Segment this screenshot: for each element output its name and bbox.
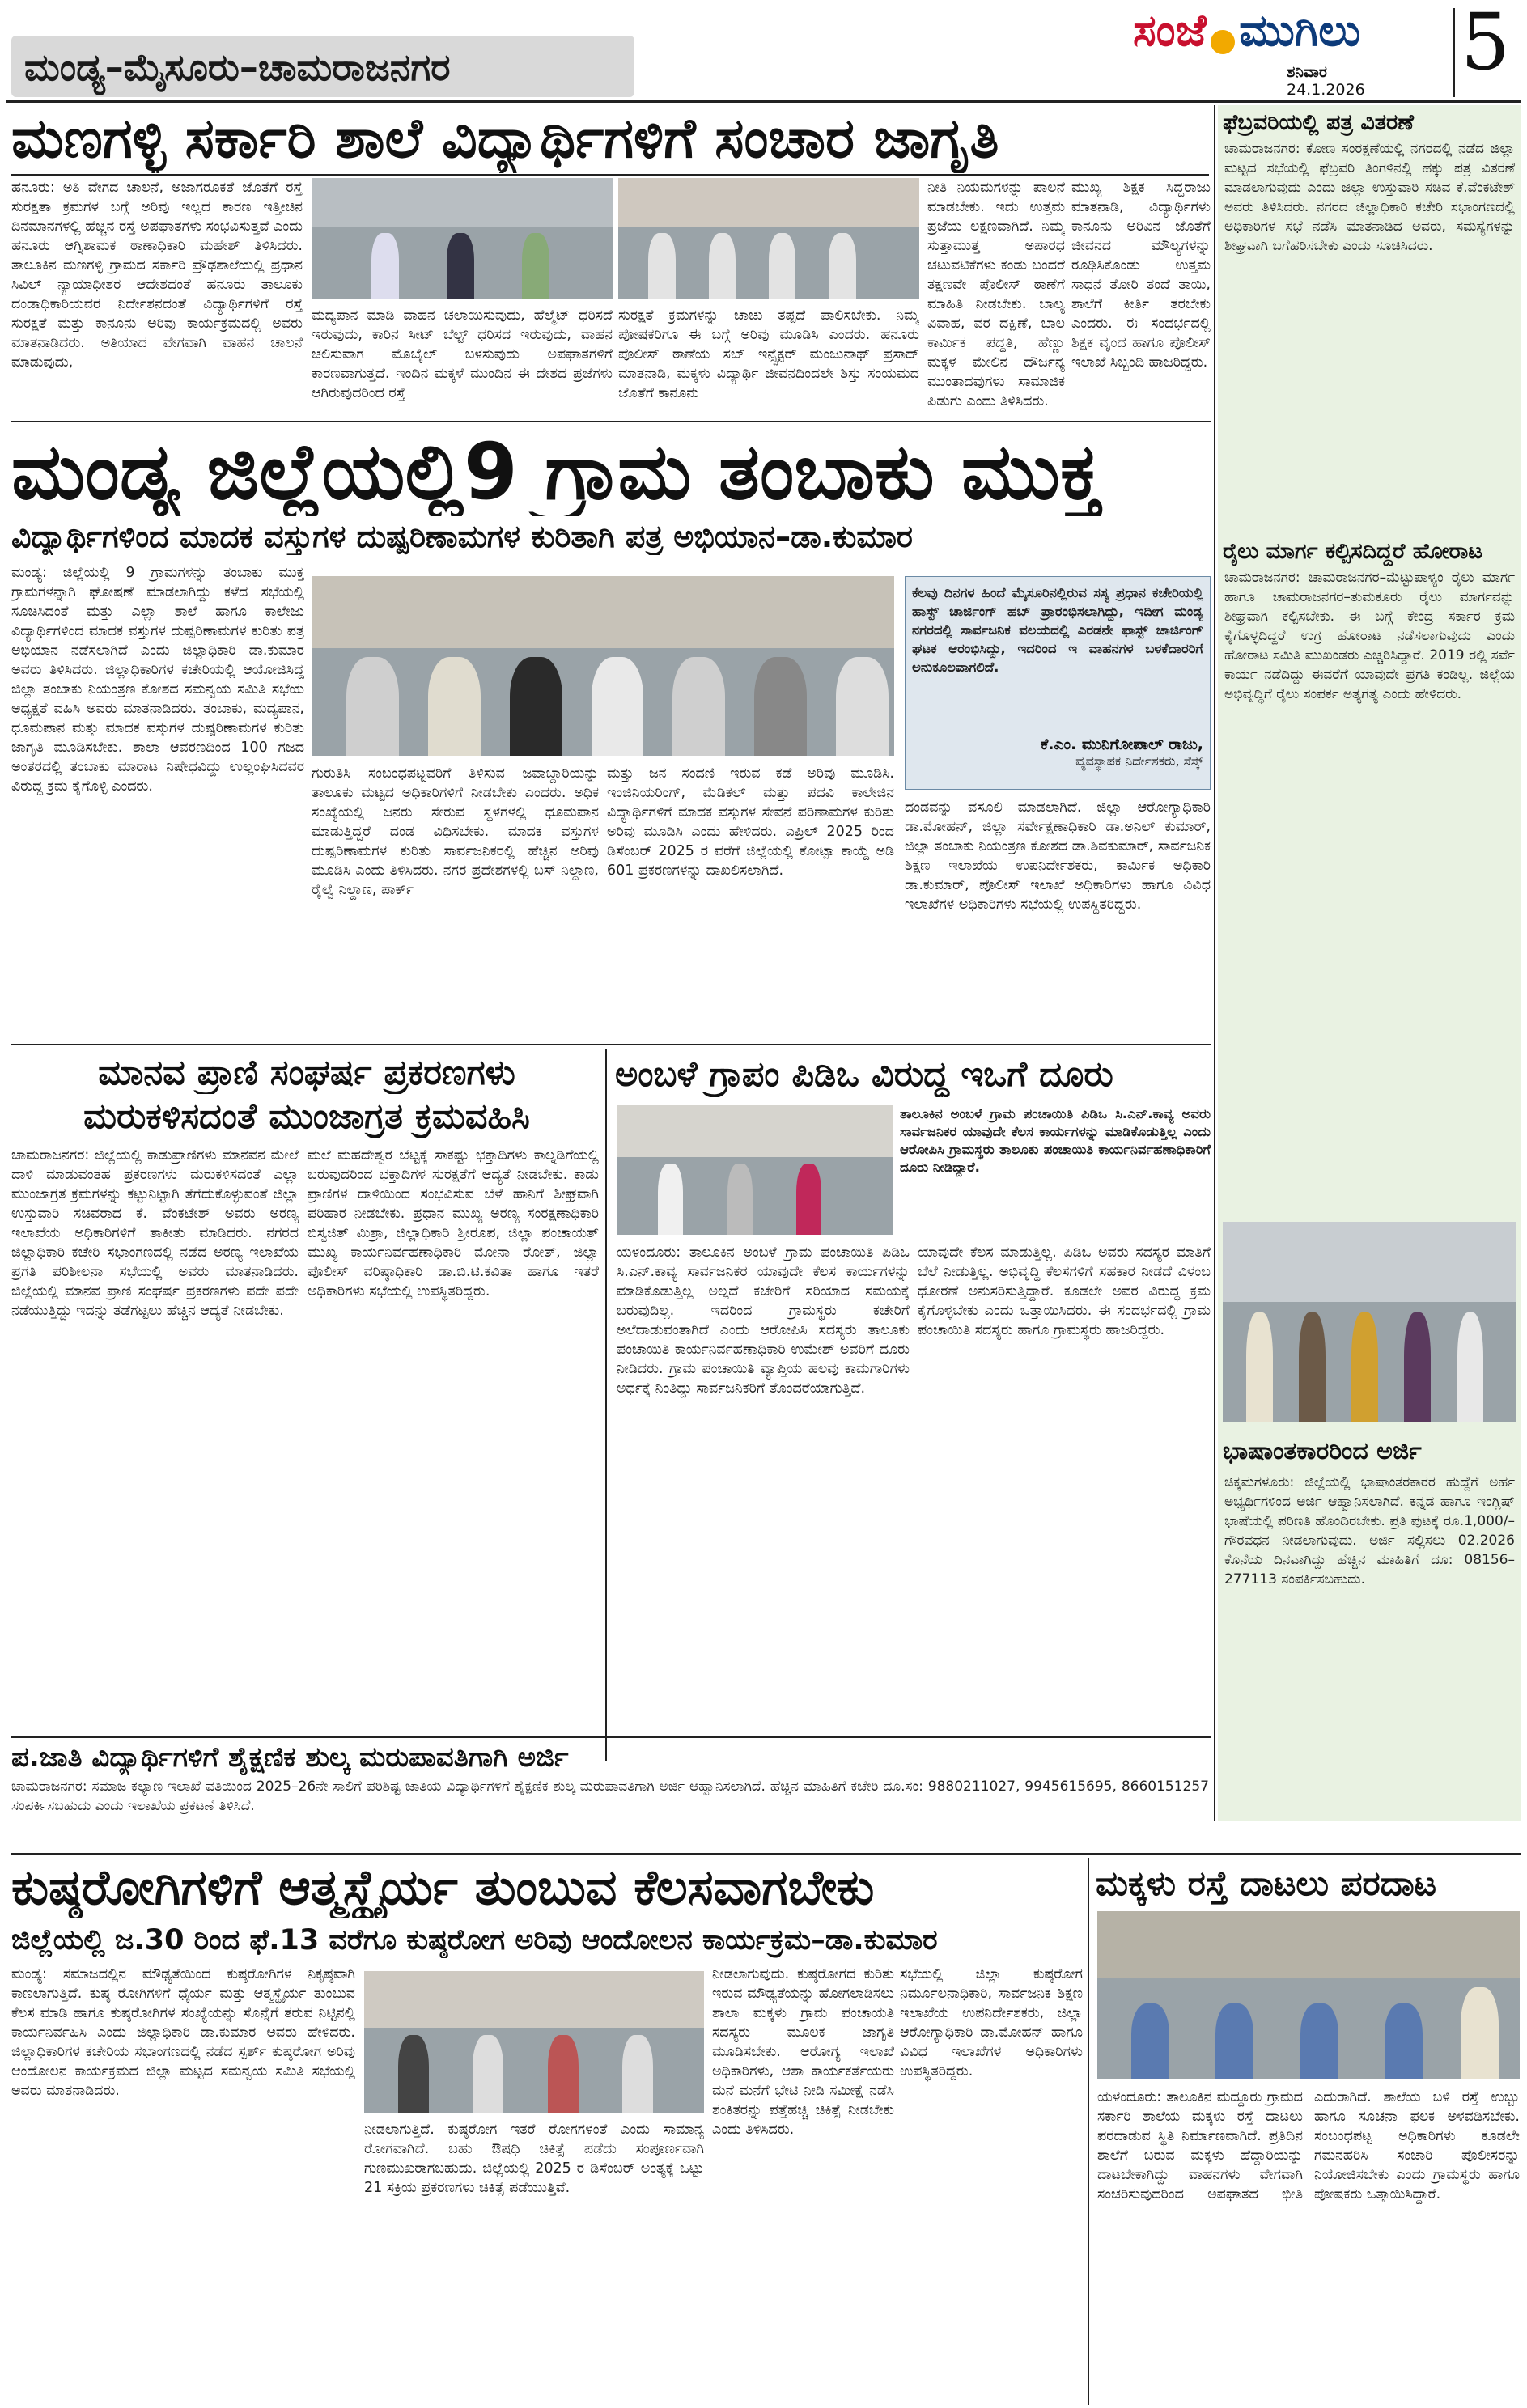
- article7-photo-children: [1097, 1911, 1520, 2079]
- article5-body: ಚಾಮರಾಜನಗರ: ಸಮಾಜ ಕಲ್ಯಾಣ ಇಲಾಖೆ ವತಿಯಿಂದ 2025–26ನೇ ಸಾಲಿಗೆ ಪರಿಶಿಷ್ಟ ಜಾತಿಯ ವಿದ್ಯಾರ್ಥಿಗಳಿಗೆ ಶೈಕ್ಷಣಿಕ ಶುಲ್ಕ ಮರುಪಾವತಿಗಾಗಿ ಅರ್ಜಿ ಆಹ್ವಾನಿಸಲಾಗಿದೆ. ಹೆಚ್ಚಿನ ಮಾಹಿತಿಗೆ ಕಚೇರಿ ದೂ.ಸಂ: 9880211027, 9945615695, 8660151257 ಸಂಪರ್ಕಿಸಬಹುದು ಎಂದು ಇಲಾಖೆಯ ಪ್ರಕಟಣೆ ತಿಳಿಸಿದೆ.: [11, 1778, 1209, 1814]
- sidebar-photo: [1223, 1222, 1516, 1422]
- section-banner: [11, 36, 634, 97]
- article7-headline: ಮಕ್ಕಳು ರಸ್ತೆ ದಾಟಲು ಪರದಾಟ: [1096, 1863, 1437, 1903]
- article1-col3: ಸುರಕ್ಷತೆ ಕ್ರಮಗಳನ್ನು ಚಾಚು ತಪ್ಪದೆ ಪಾಲಿಸಬೇಕು. ನಿಮ್ಮ ಪೋಷಕರಿಗೂ ಈ ಬಗ್ಗೆ ಅರಿವು ಮೂಡಿಸಿ ಎಂದರು. ಹನೂರು ಪೊಲೀಸ್ ಠಾಣೆಯ ಸಬ್ ಇನ್ಸ್ಪೆಕ್ಟರ್ ಮಂಜುನಾಥ್ ಪ್ರಸಾದ್ ಮಾತನಾಡಿ, ಮಕ್ಕಳು ವಿದ್ಯಾರ್ಥಿ ಜೀವನದಿಂದಲೇ ಶಿಸ್ತು ಸಂಯಮದ ಜೊತೆಗೆ ಕಾನೂನು: [618, 307, 919, 401]
- article6-photo-meeting: [364, 1971, 704, 2113]
- article2-subhead: ವಿದ್ಯಾರ್ಥಿಗಳಿಂದ ಮಾದಕ ವಸ್ತುಗಳ ದುಷ್ಪರಿಣಾಮಗಳ ಕುರಿತಾಗಿ ಪತ್ರ ಅಭಿಯಾನ–ಡಾ.ಕುಮಾರ: [11, 519, 914, 554]
- sidebar-head-3: ಭಾಷಾಂತಕಾರರಿಂದ ಅರ್ಜಿ: [1223, 1437, 1422, 1465]
- article2-col4: ದಂಡವನ್ನು ವಸೂಲಿ ಮಾಡಲಾಗಿದೆ. ಜಿಲ್ಲಾ ಆರೋಗ್ಯಾಧಿಕಾರಿ ಡಾ.ಮೋಹನ್, ಜಿಲ್ಲಾ ಸರ್ವೇಕ್ಷಣಾಧಿಕಾರಿ ಡಾ.ಅನಿಲ್ ಕುಮಾರ್, ಜಿಲ್ಲಾ ತಂಬಾಕು ನಿಯಂತ್ರಣ ಕೋಶದ ಡಾ.ಶಿವಕುಮಾರ್, ಸಾರ್ವಜನಿಕ ಶಿಕ್ಷಣ ಇಲಾಖೆಯ ಉಪನಿರ್ದೇಶಕರು, ಕಾರ್ಮಿಕ ಅಧಿಕಾರಿ ಡಾ.ಕುಮಾರ್, ಪೊಲೀಸ್ ಇಲಾಖೆ ಅಧಿಕಾರಿಗಳು ಹಾಗೂ ವಿವಿಧ ಇಲಾಖೆಗಳ ಅಧಿಕಾರಿಗಳು ಸಭೆಯಲ್ಲಿ ಉಪಸ್ಥಿತರಿದ್ದರು.: [905, 799, 1211, 913]
- article3-headline-1: ಮಾನವ ಪ್ರಾಣಿ ಸಂಘರ್ಷ ಪ್ರಕರಣಗಳು: [98, 1053, 515, 1093]
- article2-col3: ಮತ್ತು ಜನ ಸಂದಣಿ ಇರುವ ಕಡೆ ಅರಿವು ಮೂಡಿಸಿ. ಇಂಜಿನಿಯರಿಂಗ್, ಮೆಡಿಕಲ್ ಮತ್ತು ಪದವಿ ಕಾಲೇಜಿನ ವಿದ್ಯಾರ್ಥಿಗಳಿಗೆ ಮಾದಕ ವಸ್ತುಗಳ ಸೇವನೆ ಪರಿಣಾಮಗಳ ಕುರಿತು ಅರಿವು ಮೂಡಿಸಿ ಎಂದು ಹೇಳಿದರು. ಎಪ್ರಿಲ್ 2025 ರಿಂದ ಡಿಸೆಂಬರ್ 2025 ರ ವರೆಗೆ ಜಿಲ್ಲೆಯಲ್ಲಿ ಕೋಟ್ಪಾ ಕಾಯ್ದೆ ಅಡಿ 601 ಪ್ರಕರಣಗಳನ್ನು ದಾಖಲಿಸಲಾಗಿದೆ.: [607, 765, 894, 879]
- article7-body: ಯಳಂದೂರು: ತಾಲೂಕಿನ ಮದ್ದೂರು ಗ್ರಾಮದ ಸರ್ಕಾರಿ ಶಾಲೆಯ ಮಕ್ಕಳು ರಸ್ತೆ ದಾಟಲು ಪರದಾಡುವ ಸ್ಥಿತಿ ನಿರ್ಮಾಣವಾಗಿದೆ. ಪ್ರತಿದಿನ ಶಾಲೆಗೆ ಬರುವ ಮಕ್ಕಳು ಹೆದ್ದಾರಿಯನ್ನು ದಾಟಬೇಕಾಗಿದ್ದು ವಾಹನಗಳು ವೇಗವಾಗಿ ಸಂಚರಿಸುವುದರಿಂದ ಅಪಘಾತದ ಭೀತಿ ಎದುರಾಗಿದೆ. ಶಾಲೆಯ ಬಳಿ ರಸ್ತೆ ಉಬ್ಬು ಹಾಗೂ ಸೂಚನಾ ಫಲಕ ಅಳವಡಿಸಬೇಕು. ಸಂಬಂಧಪಟ್ಟ ಅಧಿಕಾರಿಗಳು ಕೂಡಲೇ ಗಮನಹರಿಸಿ ಸಂಚಾರಿ ಪೊಲೀಸರನ್ನು ನಿಯೋಜಿಸಬೇಕು ಎಂದು ಗ್ರಾಮಸ್ಥರು ಹಾಗೂ ಪೋಷಕರು ಒತ್ತಾಯಿಸಿದ್ದಾರೆ.: [1097, 2089, 1520, 2202]
- brand-logo: [1133, 5, 1440, 70]
- brand-part-b: ಮುಗಿಲು: [1239, 5, 1361, 56]
- sidebar-body-2: ಚಾಮರಾಜನಗರ: ಚಾಮರಾಜನಗರ–ಮೆಟ್ಟುಪಾಳ್ಯಂ ರೈಲು ಮಾರ್ಗ ಹಾಗೂ ಚಾಮರಾಜನಗರ–ತುಮಕೂರು ರೈಲು ಮಾರ್ಗವನ್ನು ಶೀಘ್ರವಾಗಿ ಕಲ್ಪಿಸಬೇಕು. ಈ ಬಗ್ಗೆ ಕೇಂದ್ರ ಸರ್ಕಾರ ಕ್ರಮ ಕೈಗೊಳ್ಳದಿದ್ದರೆ ಉಗ್ರ ಹೋರಾಟ ನಡೆಸಲಾಗುವುದು ಎಂದು ಹೋರಾಟ ಸಮಿತಿ ಮುಖಂಡರು ಎಚ್ಚರಿಸಿದ್ದಾರೆ. 2019 ರಲ್ಲಿ ಸರ್ವೆ ಕಾರ್ಯ ನಡೆದಿದ್ದು ಈವರೆಗೆ ಯಾವುದೇ ಪ್ರಗತಿ ಕಂಡಿಲ್ಲ. ಜಿಲ್ಲೆಯ ಅಭಿವೃದ್ಧಿಗೆ ರೈಲು ಸಂಪರ್ಕ ಅತ್ಯಗತ್ಯ ಎಂದು ಹೇಳಿದರು.: [1224, 570, 1515, 702]
- article1-headline: ಮಣಗಳ್ಳಿ ಸರ್ಕಾರಿ ಶಾಲೆ ವಿದ್ಯಾರ್ಥಿಗಳಿಗೆ ಸಂಚಾರ ಜಾಗೃತಿ: [11, 107, 999, 171]
- article1-col4: ನೀತಿ ನಿಯಮಗಳನ್ನು ಪಾಲನೆ ಮಾಡಬೇಕು. ಇದು ಉತ್ತಮ ಪ್ರಜೆಯ ಲಕ್ಷಣವಾಗಿದೆ. ನಿಮ್ಮ ಸುತ್ತಾಮುತ್ತ ಅಪಾರಧ ಚಟುವಟಿಕೆಗಳು ಕಂಡು ಬಂದರೆ ತಕ್ಷಣವೇ ಪೊಲೀಸ್ ಠಾಣೆಗೆ ಮಾಹಿತಿ ನೀಡಬೇಕು. ಬಾಲ್ಯ ವಿವಾಹ, ವರ ದಕ್ಷಿಣೆ, ಬಾಲ ಕಾರ್ಮಿಕ ಪದ್ಧತಿ, ಹೆಣ್ಣು ಮಕ್ಕಳ ಮೇಲಿನ ದೌರ್ಜನ್ಯ ಮುಂತಾದವುಗಳು ಸಾಮಾಜಿಕ ಪಿಡುಗು ಎಂದು ತಿಳಿಸಿದರು.: [927, 180, 1065, 409]
- article6-subhead: ಜಿಲ್ಲೆಯಲ್ಲಿ ಜ.30 ರಿಂದ ಫೆ.13 ವರೆಗೂ ಕುಷ್ಠರೋಗ ಅರಿವು ಆಂದೋಲನ ಕಾರ್ಯಕ್ರಮ–ಡಾ.ಕುಮಾರ: [11, 1924, 938, 1956]
- page-number: 5: [1461, 0, 1511, 87]
- article1-photo-students: [618, 178, 919, 299]
- article1-col1: ಹನೂರು: ಅತಿ ವೇಗದ ಚಾಲನೆ, ಅಜಾಗರೂಕತೆ ಜೊತೆಗೆ ರಸ್ತೆ ಸುರಕ್ಷತಾ ಕ್ರಮಗಳ ಬಗ್ಗೆ ಅರಿವು ಇಲ್ಲದ ಕಾರಣ ಇತ್ತೀಚಿನ ದಿನಮಾನಗಳಲ್ಲಿ ಹೆಚ್ಚಿನ ರಸ್ತೆ ಅಪಘಾತಗಳು ಸಂಭವಿಸುತ್ತವೆ ಎಂದು ಹನೂರು ಆಗ್ನಿಶಾಮಕ ಠಾಣಾಧಿಕಾರಿ ಮಹೇಶ್ ತಿಳಿಸಿದರು. ತಾಲೂಕಿನ ಮಣಗಳ್ಳಿ ಗ್ರಾಮದ ಸರ್ಕಾರಿ ಪ್ರೌಢಶಾಲೆಯಲ್ಲಿ ಪ್ರಧಾನ ಸಿವಿಲ್ ನ್ಯಾಯಾಧೀಶರ ಆದೇಶದಂತೆ ಹನೂರು ತಾಲೂಕು ದಂಡಾಧಿಕಾರಿಯವರ ನಿರ್ದೇಶನದಂತೆ ವಿದ್ಯಾರ್ಥಿಗಳಿಗೆ ರಸ್ತೆ ಸುರಕ್ಷತೆ ಮತ್ತು ಕಾನೂನು ಅರಿವು ಕಾರ್ಯಕ್ರಮದಲ್ಲಿ ಅವರು ಮಾತನಾಡಿದರು. ಅತಿಯಾದ ವೇಗವಾಗಿ ವಾಹನ ಚಾಲನೆ ಮಾಡುವುದು,: [11, 180, 303, 371]
- article4-photo-meeting: [617, 1105, 893, 1235]
- article4-col1: ಯಳಂದೂರು: ತಾಲೂಕಿನ ಅಂಬಳೆ ಗ್ರಾಮ ಪಂಚಾಯಿತಿ ಪಿಡಿಒ ಸಿ.ಎನ್.ಕಾವ್ಯ ಸಾರ್ವಜನಿಕರ ಯಾವುದೇ ಕೆಲಸ ಕಾರ್ಯಗಳನ್ನು ಮಾಡಿಕೊಡುತ್ತಿಲ್ಲ ಅಲ್ಲದೆ ಕಚೇರಿಗೆ ಸರಿಯಾದ ಸಮಯಕ್ಕೆ ಬರುವುದಿಲ್ಲ. ಇದರಿಂದ ಗ್ರಾಮಸ್ಥರು ಕಚೇರಿಗೆ ಅಲೆದಾಡುವಂತಾಗಿದೆ ಎಂದು ಆರೋಪಿಸಿ ಸದಸ್ಯರು ತಾಲೂಕು ಪಂಚಾಯಿತಿ ಕಾರ್ಯನಿರ್ವಹಣಾಧಿಕಾರಿ ಉಮೇಶ್ ಅವರಿಗೆ ದೂರು ನೀಡಿದರು. ಗ್ರಾಮ ಪಂಚಾಯಿತಿ ವ್ಯಾಪ್ತಿಯ ಹಲವು ಕಾಮಗಾರಿಗಳು ಅರ್ಧಕ್ಕೆ ನಿಂತಿದ್ದು ಸಾರ್ವಜನಿಕರಿಗೆ ತೊಂದರೆಯಾಗುತ್ತಿದೆ.: [617, 1244, 910, 1397]
- issue-day: ಶನಿವಾರ: [1287, 63, 1327, 81]
- article1-col2: ಮದ್ಯಪಾನ ಮಾಡಿ ವಾಹನ ಚಲಾಯಿಸುವುದು, ಹೆಲ್ಮೆಟ್ ಧರಿಸದೆ ಇರುವುದು, ಕಾರಿನ ಸೀಟ್ ಬೆಲ್ಟ್ ಧರಿಸದ ಇರುವುದು, ವಾಹನ ಚಲಿಸುವಾಗ ಮೊಬೈಲ್ ಬಳಸುವುದು ಅಪಘಾತಗಳಿಗೆ ಕಾರಣವಾಗುತ್ತದೆ. ಇಂದಿನ ಮಕ್ಕಳೆ ಮುಂದಿನ ಈ ದೇಶದ ಪ್ರಜೆಗಳು ಆಗಿರುವುದರಿಂದ ರಸ್ತೆ: [312, 307, 613, 401]
- article2-quote-box: [905, 576, 1211, 790]
- sidebar: [1218, 105, 1521, 1821]
- article6-headline: ಕುಷ್ಠರೋಗಿಗಳಿಗೆ ಆತ್ಮಸ್ಥೈರ್ಯ ತುಂಬುವ ಕೆಲಸವಾಗಬೇಕು: [11, 1859, 875, 1916]
- article3-col1: ಚಾಮರಾಜನಗರ: ಜಿಲ್ಲೆಯಲ್ಲಿ ಕಾಡುಪ್ರಾಣಿಗಳು ಮಾನವನ ಮೇಲೆ ದಾಳಿ ಮಾಡುವಂತಹ ಪ್ರಕರಣಗಳು ಮರುಕಳಿಸದಂತೆ ಎಲ್ಲಾ ಮುಂಜಾಗ್ರತ ಕ್ರಮಗಳನ್ನು ಕಟ್ಟುನಿಟ್ಟಾಗಿ ತೆಗೆದುಕೊಳ್ಳುವಂತೆ ಜಿಲ್ಲಾ ಉಸ್ತುವಾರಿ ಸಚಿವರಾದ ಕೆ. ವೆಂಕಟೇಶ್ ಅವರು ಅರಣ್ಯ ಇಲಾಖೆಯ ಅಧಿಕಾರಿಗಳಿಗೆ ತಾಕೀತು ಮಾಡಿದರು. ನಗರದ ಜಿಲ್ಲಾಧಿಕಾರಿ ಕಚೇರಿ ಸಭಾಂಗಣದಲ್ಲಿ ನಡೆದ ಅರಣ್ಯ ಇಲಾಖೆಯ ಪ್ರಗತಿ ಪರಿಶೀಲನಾ ಸಭೆಯಲ್ಲಿ ಅವರು ಮಾತನಾಡಿದರು. ಜಿಲ್ಲೆಯಲ್ಲಿ ಮಾನವ ಪ್ರಾಣಿ ಸಂಘರ್ಷ ಪ್ರಕರಣಗಳು ಪದೇ ಪದೇ ನಡೆಯುತ್ತಿದ್ದು ಇದನ್ನು ತಡೆಗಟ್ಟಲು ಹೆಚ್ಚಿನ ಆದ್ಯತೆ ನೀಡಬೇಕು.: [11, 1147, 299, 1319]
- article2-col1: ಮಂಡ್ಯ: ಜಿಲ್ಲೆಯಲ್ಲಿ 9 ಗ್ರಾಮಗಳನ್ನು ತಂಬಾಕು ಮುಕ್ತ ಗ್ರಾಮಗಳನ್ನಾಗಿ ಘೋಷಣೆ ಮಾಡಲಾಗಿದ್ದು ಕಳೆದ ಸಭೆಯಲ್ಲಿ ಸೂಚಿಸಿದಂತೆ ಮತ್ತು ಎಲ್ಲಾ ಶಾಲೆ ಹಾಗೂ ಕಾಲೇಜು ವಿದ್ಯಾರ್ಥಿಗಳಿಂದ ಮಾದಕ ವಸ್ತುಗಳ ದುಷ್ಪರಿಣಾಮಗಳ ಕುರಿತು ಪತ್ರ ಅಭಿಯಾನ ನಡೆಸಲಾಗಿದೆ ಎಂದು ಜಿಲ್ಲಾಧಿಕಾರಿ ಡಾ.ಕುಮಾರ ಅವರು ತಿಳಿಸಿದರು. ಜಿಲ್ಲಾಧಿಕಾರಿಗಳ ಕಚೇರಿಯಲ್ಲಿ ಆಯೋಜಿಸಿದ್ದ ಜಿಲ್ಲಾ ತಂಬಾಕು ನಿಯಂತ್ರಣ ಕೋಶದ ಸಮನ್ವಯ ಸಮಿತಿ ಸಭೆಯ ಅಧ್ಯಕ್ಷತೆ ವಹಿಸಿ ಅವರು ಮಾತನಾಡಿದರು. ತಂಬಾಕು, ಮದ್ಯಪಾನ, ಧೂಮಪಾನ ಮತ್ತು ಮಾದಕ ವಸ್ತುಗಳ ದುಷ್ಪರಿಣಾಮಗಳ ಕುರಿತು ಜಾಗೃತಿ ಮೂಡಿಸಬೇಕು. ಶಾಲಾ ಆವರಣದಿಂದ 100 ಗಜದ ಅಂತರದಲ್ಲಿ ತಂಬಾಕು ಮಾರಾಟ ನಿಷೇಧವಿದ್ದು ಉಲ್ಲಂಘಿಸಿದವರ ವಿರುದ್ಧ ಕ್ರಮ ಕೈಗೊಳ್ಳಿ ಎಂದರು.: [11, 565, 304, 795]
- article2-photo-launch: [312, 576, 894, 756]
- article6-col3: ನೀಡಲಾಗುವುದು. ಕುಷ್ಠರೋಗದ ಕುರಿತು ಇರುವ ಮೌಢ್ಯತೆಯನ್ನು ಹೋಗಲಾಡಿಸಲು ಶಾಲಾ ಮಕ್ಕಳು ಗ್ರಾಮ ಪಂಚಾಯತಿ ಸದಸ್ಯರು ಮೂಲಕ ಜಾಗೃತಿ ಮೂಡಿಸಬೇಕು. ಆರೋಗ್ಯ ಇಲಾಖೆ ಅಧಿಕಾರಿಗಳು, ಆಶಾ ಕಾರ್ಯಕರ್ತೆಯರು ಮನೆ ಮನೆಗೆ ಭೇಟಿ ನೀಡಿ ಸಮೀಕ್ಷೆ ನಡೆಸಿ ಶಂಕಿತರನ್ನು ಪತ್ತೆಹಚ್ಚಿ ಚಿಕಿತ್ಸೆ ನೀಡಬೇಕು ಎಂದು ತಿಳಿಸಿದರು.: [712, 1966, 894, 2138]
- article6-col1: ಮಂಡ್ಯ: ಸಮಾಜದಲ್ಲಿನ ಮೌಢ್ಯತೆಯಿಂದ ಕುಷ್ಠರೋಗಿಗಳ ನಿಕೃಷ್ಠವಾಗಿ ಕಾಣಲಾಗುತ್ತಿದೆ. ಕುಷ್ಠ ರೋಗಿಗಳಿಗೆ ಧೈರ್ಯ ಮತ್ತು ಆತ್ಮಸ್ಥೈರ್ಯ ತುಂಬುವ ಕೆಲಸ ಮಾಡಿ ಹಾಗೂ ಕುಷ್ಠರೋಗಿಗಳ ಸಂಖ್ಯೆಯನ್ನು ಸೊನ್ನೆಗೆ ತರುವ ನಿಟ್ಟಿನಲ್ಲಿ ಕಾರ್ಯನಿರ್ವಹಿಸಿ ಎಂದು ಜಿಲ್ಲಾಧಿಕಾರಿ ಡಾ.ಕುಮಾರ ಅವರು ಹೇಳಿದರು. ಜಿಲ್ಲಾಧಿಕಾರಿಗಳ ಕಚೇರಿಯ ಸಭಾಂಗಣದಲ್ಲಿ ನಡೆದ ಸ್ಪರ್ಶ್ ಕುಷ್ಠರೋಗ ಅರಿವು ಆಂದೋಲನ ಕಾರ್ಯಕ್ರಮದ ಜಿಲ್ಲಾ ಮಟ್ಟದ ಸಮನ್ವಯ ಸಮಿತಿ ಸಭೆಯಲ್ಲಿ ಅವರು ಮಾತನಾಡಿದರು.: [11, 1966, 355, 2099]
- section-title: ಮಂಡ್ಯ–ಮೈಸೂರು–ಚಾಮರಾಜನಗರ: [24, 45, 451, 89]
- article6-col4: ಸಭೆಯಲ್ಲಿ ಜಿಲ್ಲಾ ಕುಷ್ಠರೋಗ ನಿರ್ಮೂಲನಾಧಿಕಾರಿ, ಸಾರ್ವಜನಿಕ ಶಿಕ್ಷಣ ಇಲಾಖೆಯ ಉಪನಿರ್ದೇಶಕರು, ಜಿಲ್ಲಾ ಆರೋಗ್ಯಾಧಿಕಾರಿ ಡಾ.ಮೋಹನ್ ಹಾಗೂ ವಿವಿಧ ಇಲಾಖೆಗಳ ಅಧಿಕಾರಿಗಳು ಉಪಸ್ಥಿತರಿದ್ದರು.: [900, 1966, 1083, 2079]
- article2-headline: ಮಂಡ್ಯ ಜಿಲ್ಲೆಯಲ್ಲಿ9 ಗ್ರಾಮ ತಂಬಾಕು ಮುಕ್ತ: [11, 427, 1102, 516]
- sidebar-head-1: ಫೆಬ್ರವರಿಯಲ್ಲಿ ಪತ್ರ ವಿತರಣೆ: [1223, 110, 1414, 135]
- article1-photo-classroom: [312, 178, 613, 299]
- article2-quote-role: ವ್ಯವಸ್ಥಾಪಕ ನಿರ್ದೇಶಕರು, ಸೆಸ್ಕ್: [1075, 753, 1203, 769]
- article1-col5: ಮುಖ್ಯ ಶಿಕ್ಷಕ ಸಿದ್ದರಾಜು ಮಾತನಾಡಿ, ವಿದ್ಯಾರ್ಥಿಗಳು ಕಾನೂನು ಅರಿವಿನ ಜೊತೆಗೆ ಜೀವನದ ಮೌಲ್ಯಗಳನ್ನು ರೂಢಿಸಿಕೊಂಡು ಉತ್ತಮ ಸಾಧನೆ ತೋರಿ ತಂದೆ ತಾಯಿ, ಶಾಲೆಗೆ ಕೀರ್ತಿ ತರಬೇಕು ಎಂದರು. ಈ ಸಂದರ್ಭದಲ್ಲಿ ಶಿಕ್ಷಕ ವೃಂದ ಹಾಗೂ ಪೊಲೀಸ್ ಇಲಾಖೆ ಸಿಬ್ಬಂದಿ ಹಾಜರಿದ್ದರು.: [1071, 180, 1211, 371]
- issue-date: 24.1.2026: [1287, 81, 1365, 99]
- sun-icon: [1211, 30, 1235, 54]
- article3-headline-2: ಮರುಕಳಿಸದಂತೆ ಮುಂಜಾಗ್ರತ ಕ್ರಮವಹಿಸಿ: [83, 1096, 530, 1137]
- article6-col2: ನೀಡಲಾಗುತ್ತಿದೆ. ಕುಷ್ಠರೋಗ ಇತರೆ ರೋಗಗಳಂತೆ ಎಂದು ಸಾಮಾನ್ಯ ರೋಗವಾಗಿದೆ. ಬಹು ಔಷಧಿ ಚಿಕಿತ್ಸೆ ಪಡೆದು ಸಂಪೂರ್ಣವಾಗಿ ಗುಣಮುಖರಾಗಬಹುದು. ಜಿಲ್ಲೆಯಲ್ಲಿ 2025 ರ ಡಿಸೆಂಬರ್ ಅಂತ್ಯಕ್ಕೆ ಒಟ್ಟು 21 ಸಕ್ರಿಯ ಪ್ರಕರಣಗಳು ಚಿಕಿತ್ಸೆ ಪಡೆಯುತ್ತಿವೆ.: [364, 2122, 704, 2196]
- brand-part-a: ಸಂಜೆ: [1133, 5, 1207, 56]
- article4-col2: ಯಾವುದೇ ಕೆಲಸ ಮಾಡುತ್ತಿಲ್ಲ. ಪಿಡಿಒ ಅವರು ಸದಸ್ಯರ ಮಾತಿಗೆ ಬೆಲೆ ನೀಡುತ್ತಿಲ್ಲ. ಅಭಿವೃದ್ಧಿ ಕೆಲಸಗಳಿಗೆ ಸಹಕಾರ ನೀಡದೆ ವಿಳಂಬ ಧೋರಣೆ ಅನುಸರಿಸುತ್ತಿದ್ದಾರೆ. ಕೂಡಲೇ ಅವರ ವಿರುದ್ಧ ಕ್ರಮ ಕೈಗೊಳ್ಳಬೇಕು ಎಂದು ಒತ್ತಾಯಿಸಿದರು. ಈ ಸಂದರ್ಭದಲ್ಲಿ ಗ್ರಾಮ ಪಂಚಾಯಿತಿ ಸದಸ್ಯರು ಹಾಗೂ ಗ್ರಾಮಸ್ಥರು ಹಾಜರಿದ್ದರು.: [918, 1244, 1211, 1338]
- sidebar-body-3: ಚಿಕ್ಕಮಗಳೂರು: ಜಿಲ್ಲೆಯಲ್ಲಿ ಭಾಷಾಂತರಕಾರರ ಹುದ್ದೆಗೆ ಅರ್ಹ ಅಭ್ಯರ್ಥಿಗಳಿಂದ ಅರ್ಜಿ ಆಹ್ವಾನಿಸಲಾಗಿದೆ. ಕನ್ನಡ ಹಾಗೂ ಇಂಗ್ಲಿಷ್ ಭಾಷೆಯಲ್ಲಿ ಪರಿಣತಿ ಹೊಂದಿರಬೇಕು. ಪ್ರತಿ ಪುಟಕ್ಕೆ ರೂ.1,000/– ಗೌರವಧನ ನೀಡಲಾಗುವುದು. ಅರ್ಜಿ ಸಲ್ಲಿಸಲು 02.2026 ಕೊನೆಯ ದಿನವಾಗಿದ್ದು ಹೆಚ್ಚಿನ ಮಾಹಿತಿಗೆ ದೂ: 08156–277113 ಸಂಪರ್ಕಿಸಬಹುದು.: [1224, 1474, 1515, 1588]
- article2-quote-author: ಕೆ.ಎಂ. ಮುನಿಗೋಪಾಲ್ ರಾಜು,: [1040, 736, 1203, 753]
- sidebar-head-2: ರೈಲು ಮಾರ್ಗ ಕಲ್ಪಿಸದಿದ್ದರೆ ಹೋರಾಟ: [1223, 539, 1482, 564]
- article4-headline: ಅಂಬಳೆ ಗ್ರಾಪಂ ಪಿಡಿಒ ವಿರುದ್ಧ ಇಒಗೆ ದೂರು: [615, 1054, 1113, 1095]
- article4-lede: ತಾಲೂಕಿನ ಅಂಬಳೆ ಗ್ರಾಮ ಪಂಚಾಯಿತಿ ಪಿಡಿಒ ಸಿ.ಎನ್.ಕಾವ್ಯ ಅವರು ಸಾರ್ವಜನಿಕರ ಯಾವುದೇ ಕೆಲಸ ಕಾರ್ಯಗಳನ್ನು ಮಾಡಿಕೊಡುತ್ತಿಲ್ಲ ಎಂದು ಆರೋಪಿಸಿ ಗ್ರಾಮಸ್ಥರು ತಾಲೂಕು ಪಂಚಾಯಿತಿ ಕಾರ್ಯನಿರ್ವಹಣಾಧಿಕಾರಿಗೆ ದೂರು ನೀಡಿದ್ದಾರೆ.: [900, 1106, 1211, 1175]
- article2-col2: ಗುರುತಿಸಿ ಸಂಬಂಧಪಟ್ಟವರಿಗೆ ತಿಳಿಸುವ ಜವಾಬ್ದಾರಿಯನ್ನು ತಾಲೂಕು ಮಟ್ಟದ ಅಧಿಕಾರಿಗಳಿಗೆ ನೀಡಬೇಕು ಎಂದರು. ಅಧಿಕ ಸಂಖ್ಯೆಯಲ್ಲಿ ಜನರು ಸೇರುವ ಸ್ಥಳಗಳಲ್ಲಿ ಧೂಮಪಾನ ಮಾಡುತ್ತಿದ್ದರೆ ದಂಡ ವಿಧಿಸಬೇಕು. ಮಾದಕ ವಸ್ತುಗಳ ದುಷ್ಪರಿಣಾಮಗಳ ಕುರಿತು ಸಾರ್ವಜನಿಕರಲ್ಲಿ ಹೆಚ್ಚಿನ ಅರಿವು ಮೂಡಿಸಿ ಎಂದು ತಿಳಿಸಿದರು. ನಗರ ಪ್ರದೇಶಗಳಲ್ಲಿ ಬಸ್ ನಿಲ್ದಾಣ, ರೈಲ್ವೆ ನಿಲ್ದಾಣ, ಪಾರ್ಕ್: [312, 765, 599, 898]
- article5-headline: ಪ.ಜಾತಿ ವಿದ್ಯಾರ್ಥಿಗಳಿಗೆ ಶೈಕ್ಷಣಿಕ ಶುಲ್ಕ ಮರುಪಾವತಿಗಾಗಿ ಅರ್ಜಿ: [11, 1741, 569, 1774]
- article3-col2: ಮಲೆ ಮಹದೇಶ್ವರ ಬೆಟ್ಟಕ್ಕೆ ಸಾಕಷ್ಟು ಭಕ್ತಾದಿಗಳು ಕಾಲ್ನಡಿಗೆಯಲ್ಲಿ ಬರುವುದರಿಂದ ಭಕ್ತಾದಿಗಳ ಸುರಕ್ಷತೆಗೆ ಆದ್ಯತೆ ನೀಡಬೇಕು. ಕಾಡು ಪ್ರಾಣಿಗಳ ದಾಳಿಯಿಂದ ಸಂಭವಿಸುವ ಬೆಳೆ ಹಾನಿಗೆ ಶೀಘ್ರವಾಗಿ ಪರಿಹಾರ ನೀಡಬೇಕು. ಪ್ರಧಾನ ಮುಖ್ಯ ಅರಣ್ಯ ಸಂರಕ್ಷಣಾಧಿಕಾರಿ ಬಿಸ್ವಜಿತ್ ಮಿಶ್ರಾ, ಜಿಲ್ಲಾಧಿಕಾರಿ ಶ್ರೀರೂಪ, ಜಿಲ್ಲಾ ಪಂಚಾಯತ್ ಮುಖ್ಯ ಕಾರ್ಯನಿರ್ವಹಣಾಧಿಕಾರಿ ಮೋನಾ ರೋತ್, ಜಿಲ್ಲಾ ಪೊಲೀಸ್ ವರಿಷ್ಠಾಧಿಕಾರಿ ಡಾ.ಬಿ.ಟಿ.ಕವಿತಾ ಹಾಗೂ ಇತರೆ ಅಧಿಕಾರಿಗಳು ಸಭೆಯಲ್ಲಿ ಉಪಸ್ಥಿತರಿದ್ದರು.: [308, 1147, 599, 1299]
- article2-quote: ಕೆಲವು ದಿನಗಳ ಹಿಂದೆ ಮೈಸೂರಿನಲ್ಲಿರುವ ಸಸ್ಯ ಪ್ರಧಾನ ಕಚೇರಿಯಲ್ಲಿ ಹಾಸ್ಟ್ ಚಾರ್ಜಿಂಗ್ ಹಬ್ ಪ್ರಾರಂಭಿಸಲಾಗಿದ್ದು, ಇದೀಗ ಮಂಡ್ಯ ನಗರದಲ್ಲಿ ಸಾರ್ವಜನಿಕ ವಲಯದಲ್ಲಿ ಎರಡನೇ ಫಾಸ್ಟ್ ಚಾರ್ಜಿಂಗ್ ಘಟಕ ಆರಂಭಿಸಿದ್ದು, ಇದರಿಂದ ಇ ವಾಹನಗಳ ಬಳಕೆದಾರರಿಗೆ ಅನುಕೂಲವಾಗಲಿದೆ.: [912, 585, 1203, 675]
- sidebar-body-1: ಚಾಮರಾಜನಗರ: ಕೋಣ ಸಂರಕ್ಷಣೆಯಲ್ಲಿ ನಗರದಲ್ಲಿ ನಡೆದ ಜಿಲ್ಲಾ ಮಟ್ಟದ ಸಭೆಯಲ್ಲಿ ಫೆಬ್ರವರಿ ತಿಂಗಳಿನಲ್ಲಿ ಹಕ್ಕು ಪತ್ರ ವಿತರಣೆ ಮಾಡಲಾಗುವುದು ಎಂದು ಜಿಲ್ಲಾ ಉಸ್ತುವಾರಿ ಸಚಿವ ಕೆ.ವೆಂಕಟೇಶ್ ಅವರು ತಿಳಿಸಿದರು. ನಗರದ ಜಿಲ್ಲಾಧಿಕಾರಿ ಕಚೇರಿ ಸಭಾಂಗಣದಲ್ಲಿ ಅಧಿಕಾರಿಗಳ ಸಭೆ ನಡೆಸಿ ಮಾತನಾಡಿದ ಅವರು, ಸಮಸ್ಯೆಗಳನ್ನು ಶೀಘ್ರವಾಗಿ ಬಗೆಹರಿಸಬೇಕು ಎಂದು ಸೂಚಿಸಿದರು.: [1224, 141, 1515, 254]
